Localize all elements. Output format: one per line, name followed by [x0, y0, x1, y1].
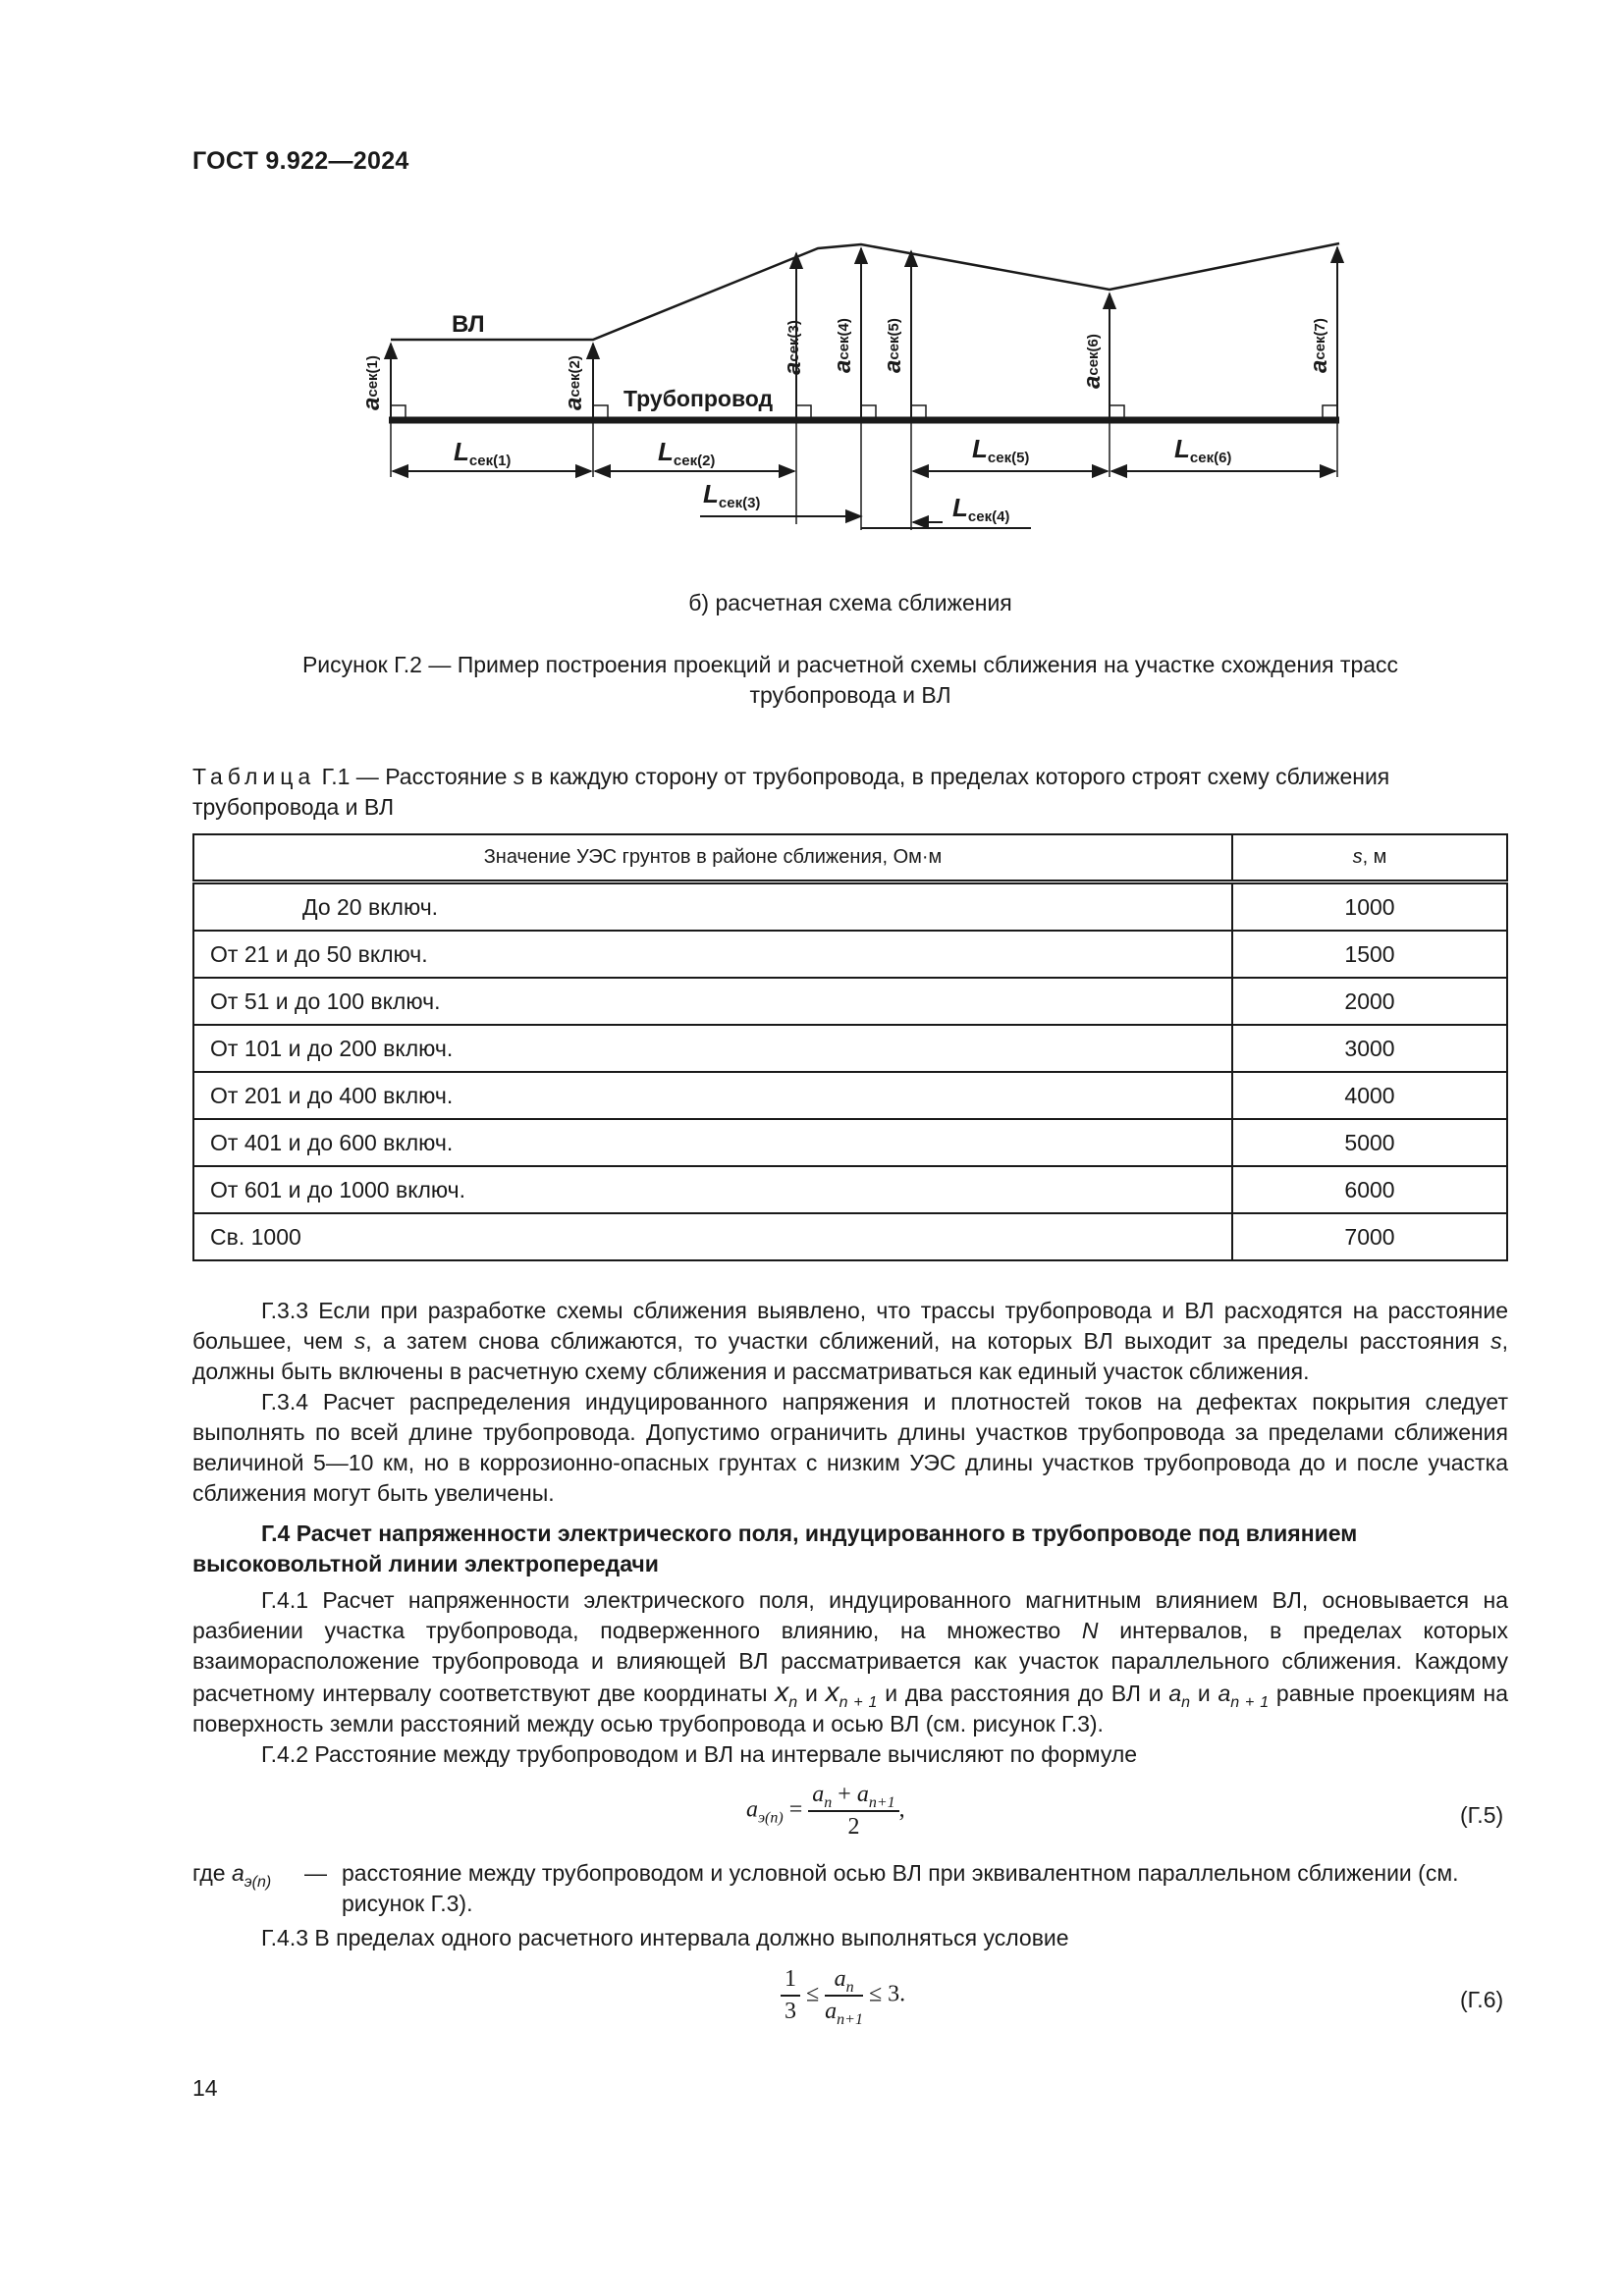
- paragraph-g41: Г.4.1 Расчет напряженности электрического поля, индуцированного магнитным влиянием ВЛ, основывается на разбиении участка трубопровода, подверженного влиянию, на множество N интервалов, в пределах которых взаиморасположение трубопровода и влияющей ВЛ рассматривается как участок параллельного сближения. Каждому расчетному интервалу соответствуют две координаты $x_n$ и $x_{n + 1}$ и два расстояния до ВЛ и $a_n$ и $a_{n + 1}$ равные проекциям на поверхность земли расстояний между осью трубопровода и осью ВЛ (см. рисунок Г.3).: [192, 1587, 1509, 1736]
- a-label-6: aсек(6): [1079, 334, 1106, 389]
- paragraph-g33: Г.3.3 Если при разработке схемы сближения выявлено, что трассы трубопровода и ВЛ расходятся на расстояние большее, чем s, а затем снова сближаются, то участки сближений, на которых ВЛ выходит за пределы расстояния s, должны быть включены в расчетную схему сближения и рассматриваться как единый участок сближения.: [192, 1298, 1508, 1384]
- table-title: Таблица Г.1 — Расстояние s в каждую сторону от трубопровода, в пределах которого строят схему сближения трубопровода и ВЛ: [192, 764, 1390, 820]
- vl-label: ВЛ: [452, 311, 485, 338]
- equation-number-g5: (Г.5): [1460, 1802, 1504, 1828]
- document-header: ГОСТ 9.922—2024: [192, 147, 409, 175]
- a-label-4: aсек(4): [830, 318, 856, 373]
- formula-g6: $\frac{1}{3}$ ≤ $\frac{a_n}{a_{n+1}}$ ≤ 3.: [781, 1966, 905, 2025]
- table-row: До 20 включ. 1000: [193, 882, 1507, 932]
- a-label-3: aсек(3): [780, 320, 806, 375]
- equation-number-g6: (Г.6): [1460, 1987, 1504, 2012]
- l-label-6: Lсек(6): [1174, 434, 1232, 466]
- table-row: От 101 и до 200 включ. 3000: [193, 1025, 1507, 1072]
- l-label-1: Lсек(1): [454, 437, 512, 469]
- table-row: От 601 и до 1000 включ. 6000: [193, 1166, 1507, 1213]
- approach-scheme-diagram: [0, 0, 1624, 589]
- table-row: От 401 и до 600 включ. 5000: [193, 1119, 1507, 1166]
- table-row: От 21 и до 50 включ. 1500: [193, 931, 1507, 978]
- ues-table: [192, 833, 1508, 1261]
- a-label-7: aсек(7): [1306, 318, 1332, 373]
- l-label-4: Lсек(4): [952, 493, 1010, 525]
- section-heading-g4: Г.4 Расчет напряженности электрического поля, индуцированного в трубопроводе под влиянием высоковольтной линии электропередачи: [192, 1521, 1358, 1576]
- figure-caption-line-1: Рисунок Г.2 — Пример построения проекций и расчетной схемы сближения на участке схождения трасс: [301, 652, 1399, 677]
- body-text-block-2: [192, 1923, 1508, 1953]
- table-label: Таблица: [192, 764, 316, 789]
- a-label-1: aсек(1): [358, 355, 385, 410]
- paragraph-g43: Г.4.3 В пределах одного расчетного интервала должно выполняться условие: [261, 1925, 1069, 1950]
- a-label-5: aсек(5): [880, 318, 906, 373]
- l-label-5: Lсек(5): [972, 434, 1030, 466]
- a-label-2: aсек(2): [561, 355, 587, 410]
- figure-caption: [192, 650, 1508, 711]
- figure-subcaption: б) расчетная схема сближения: [688, 590, 1012, 615]
- col-header-s: s, м: [1232, 834, 1507, 882]
- col-header-ues: Значение УЭС грунтов в районе сближения, Ом·м: [193, 834, 1232, 882]
- table-row: От 201 и до 400 включ. 4000: [193, 1072, 1507, 1119]
- paragraph-g42: Г.4.2 Расстояние между трубопроводом и ВЛ на интервале вычисляют по формуле: [261, 1741, 1138, 1767]
- formula-g5: $a_{э(n)}$ = $\frac{a_n + a_{n+1}}{2}$ ,: [746, 1782, 905, 1840]
- vl-line: [391, 243, 1339, 340]
- pipeline-label: Трубопровод: [623, 386, 774, 411]
- paragraph-g34: Г.3.4 Расчет распределения индуцированного напряжения и плотностей токов на дефектах покрытия следует выполнять по всей длине трубопровода. Допустимо ограничить длины участков трубопровода за пределами сближения величиной 5—10 км, но в коррозионно-опасных грунтах с низким УЭС длины участков трубопровода до и после участка сближения могут быть увеличены.: [192, 1389, 1508, 1506]
- table-row: От 51 и до 100 включ. 2000: [193, 978, 1507, 1025]
- l-label-2: Lсек(2): [658, 437, 716, 469]
- body-text-block-1: [192, 1296, 1508, 1770]
- table-row: Св. 1000 7000: [193, 1213, 1507, 1260]
- figure-caption-line-2: трубопровода и ВЛ: [749, 682, 951, 708]
- table-header-row: [193, 834, 1507, 882]
- table-number: Г.1: [321, 764, 351, 789]
- l-label-3: Lсек(3): [703, 479, 761, 511]
- page-number: 14: [192, 2075, 218, 2101]
